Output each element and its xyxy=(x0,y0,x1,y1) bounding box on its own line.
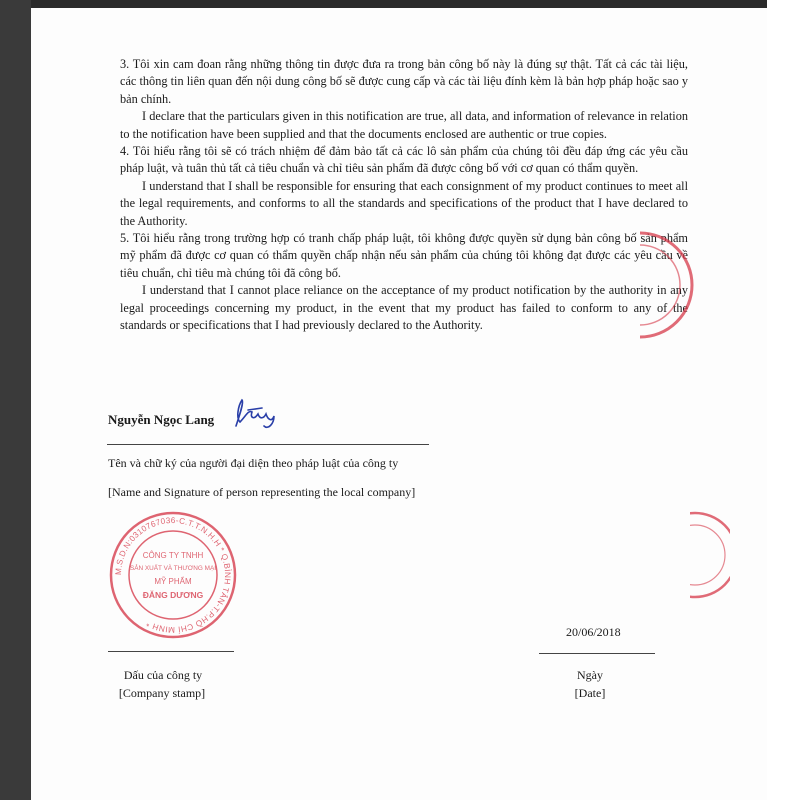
partial-stamp-side xyxy=(640,225,710,345)
company-stamp-seal xyxy=(108,510,238,640)
partial-stamp-right xyxy=(690,505,730,605)
svg-text:ĐĂNG DƯƠNG: ĐĂNG DƯƠNG xyxy=(142,590,204,600)
handwritten-signature xyxy=(228,396,288,432)
declaration-3-vi: 3. Tôi xin cam đoan rằng những thông tin được đưa ra trong bản công bố này là đúng sự thật. Tất cả các tài liệu, các thông tin liên quan đến nội dung công bố sẽ được cung cấp và các tài liệu đính kèm là bản hợp pháp hoặc sao y bản chính. xyxy=(120,57,688,106)
right-margin xyxy=(767,0,800,800)
date-line xyxy=(539,653,655,654)
date-label-en: [Date] xyxy=(574,686,606,700)
signer-name: Nguyễn Ngọc Lang xyxy=(108,412,215,427)
company-stamp-label-vi: Dấu của công ty xyxy=(123,668,203,682)
svg-text:SẢN XUẤT VÀ THƯƠNG MẠI: SẢN XUẤT VÀ THƯƠNG MẠI xyxy=(130,565,216,572)
declaration-4-en: I understand that I shall be responsible for ensuring that each consignment of my product continues to meet all the legal requirements, and conforms to all the standards and specifications of the product that I have declared to the Authority. xyxy=(120,178,688,228)
declaration-body xyxy=(120,56,688,335)
signature-caption-vi: Tên và chữ ký của người đại diện theo pháp luật của công ty xyxy=(108,456,399,470)
signature-line xyxy=(107,444,429,445)
declaration-5-en: I understand that I cannot place reliance on the acceptance of my product notification by the authority in any legal proceedings concerning my product, in the event that my product has failed to conform to any of the standards or specifications that I had previously declared to the Authority. xyxy=(120,283,688,333)
svg-text:CÔNG TY TNHH: CÔNG TY TNHH xyxy=(142,551,204,560)
declaration-3-en: I declare that the particulars given in this notification are true, all data, and information of relevance in relation to the notification have been supplied and that the documents enclosed are authentic or true copies. xyxy=(120,109,688,141)
declaration-4-vi: 4. Tôi hiểu rằng tôi sẽ có trách nhiệm để đảm bảo tất cả các lô sản phẩm của chúng tôi đều đáp ứng các yêu cầu pháp luật, và tuân thủ tất cả tiêu chuẩn và chỉ tiêu sản phẩm đã được công bố với cơ quan có thẩm quyền. xyxy=(120,144,688,176)
left-border xyxy=(0,0,31,800)
top-border xyxy=(0,0,800,8)
svg-text:M.S.D.N:0310767036-C.T.T.N.H.H xyxy=(114,516,233,635)
svg-text:MỸ PHẨM: MỸ PHẨM xyxy=(154,577,192,586)
stamp-line xyxy=(108,651,234,652)
company-stamp-label-en: [Company stamp] xyxy=(118,686,206,700)
signature-caption-en: [Name and Signature of person representing the local company] xyxy=(108,485,416,499)
stamp-ring-text: M.S.D.N:0310767036-C.T.T.N.H.H * Q.BÌNH TÂN-T.P.HỒ CHÍ MINH * xyxy=(113,515,233,635)
date-value: 20/06/2018 xyxy=(566,625,621,639)
declaration-5-vi: 5. Tôi hiểu rằng trong trường hợp có tranh chấp pháp luật, tôi không được quyền sử dụng bản công bố sản phẩm mỹ phẩm đã được cơ quan có thẩm quyền chấp nhận nếu sản phẩm của chúng tôi không đạt được các yêu cầu về tiêu chuẩn, chỉ tiêu mà chúng tôi đã công bố. xyxy=(120,231,688,280)
date-label-vi: Ngày xyxy=(577,668,603,682)
